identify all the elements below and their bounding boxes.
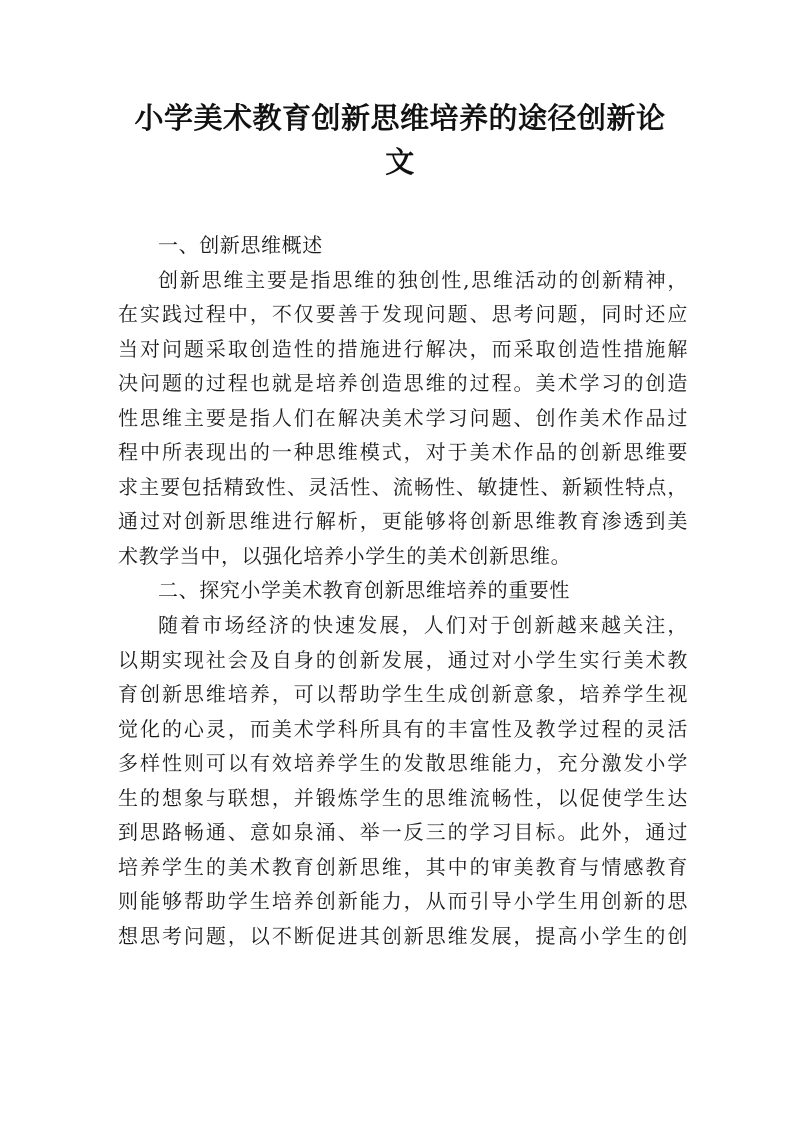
paragraph-line: 程中所表现出的一种思维模式，对于美术作品的创新思维要 [118, 440, 688, 465]
paragraph-line: 想思考问题，以不断促进其创新思维发展，提高小学生的创 [118, 923, 688, 948]
paragraph-line: 在实践过程中，不仅要善于发现问题、思考问题，同时还应 [118, 302, 688, 327]
paragraph-line: 觉化的心灵，而美术学科所具有的丰富性及教学过程的灵活 [118, 716, 688, 741]
paragraph-line: 生的想象与联想，并锻炼学生的思维流畅性，以促使学生达 [118, 785, 688, 810]
paragraph-line: 则能够帮助学生培养创新能力，从而引导小学生用创新的思 [118, 889, 688, 914]
paragraph-line: 多样性则可以有效培养学生的发散思维能力，充分激发小学 [118, 751, 688, 776]
title-line-2: 文 [385, 145, 415, 179]
paragraph-line: 以期实现社会及自身的创新发展，通过对小学生实行美术教 [118, 647, 688, 672]
paragraph-line: 性思维主要是指人们在解决美术学习问题、创作美术作品过 [118, 405, 688, 430]
paragraph-line: 求主要包括精致性、灵活性、流畅性、敏捷性、新颖性特点， [118, 474, 688, 499]
paragraph-line: 到思路畅通、意如泉涌、举一反三的学习目标。此外，通过 [118, 820, 688, 845]
paragraph-line: 育创新思维培养，可以帮助学生生成创新意象，培养学生视 [118, 682, 688, 707]
paragraph-line: 当对问题采取创造性的措施进行解决，而采取创造性措施解 [118, 336, 688, 361]
document-title [110, 96, 690, 184]
paragraph-line: 术教学当中，以强化培养小学生的美术创新思维。 [118, 543, 572, 568]
paragraph-line: 培养学生的美术教育创新思维，其中的审美教育与情感教育 [118, 854, 688, 879]
document-body [118, 228, 688, 953]
section-heading-1: 一、创新思维概述 [158, 233, 323, 257]
section-heading-2: 二、探究小学美术教育创新思维培养的重要性 [158, 578, 570, 603]
paragraph-line: 创新思维主要是指思维的独创性,思维活动的创新精神， [158, 267, 688, 292]
paragraph-line: 决问题的过程也就是培养创造思维的过程。美术学习的创造 [118, 371, 688, 396]
paragraph-line: 通过对创新思维进行解析，更能够将创新思维教育渗透到美 [118, 509, 688, 534]
paragraph-line: 随着市场经济的快速发展，人们对于创新越来越关注， [158, 613, 688, 638]
title-line-1: 小学美术教育创新思维培养的途径创新论 [134, 101, 666, 135]
